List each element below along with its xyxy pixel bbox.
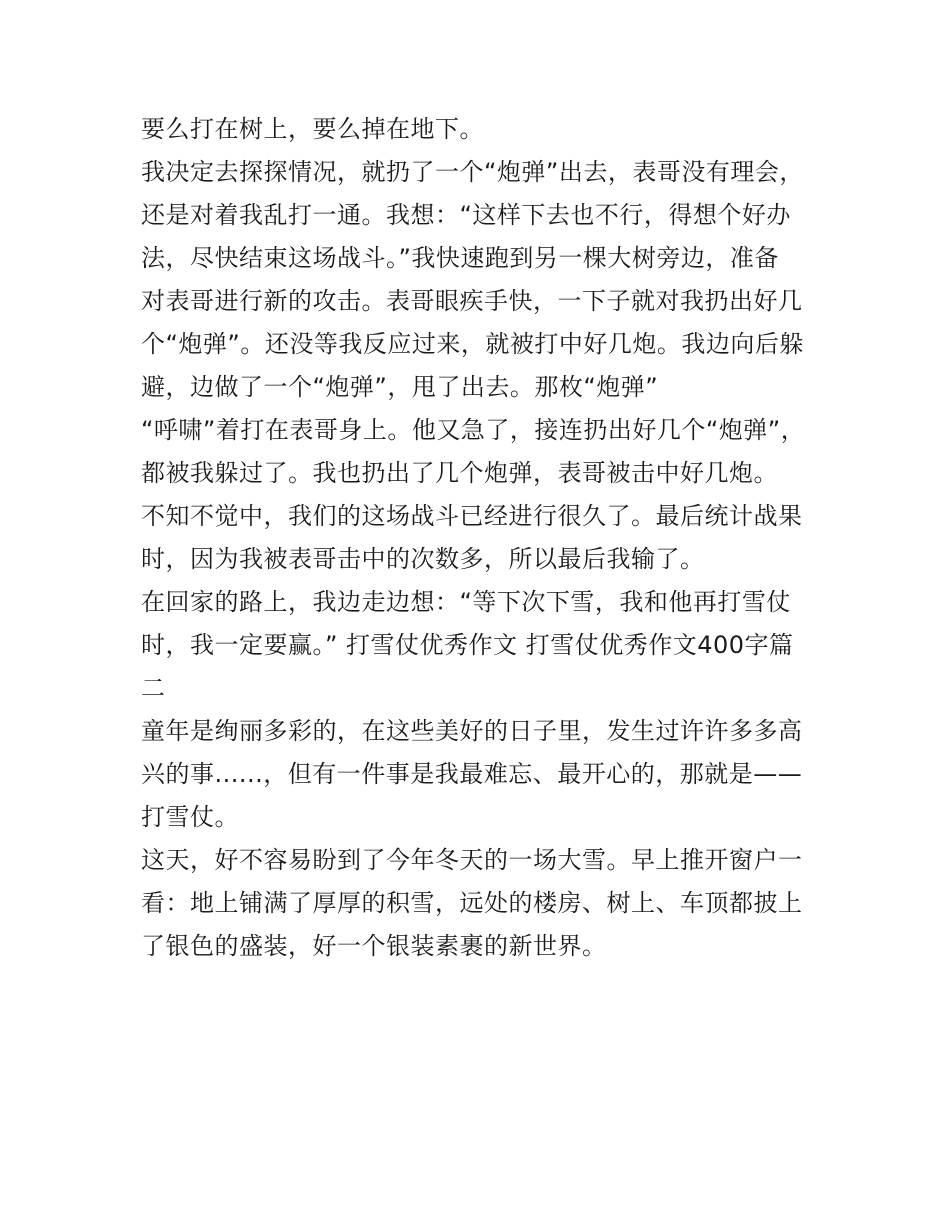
text-line: 二 [141,674,166,702]
text-line: 对表哥进行新的攻击。表哥眼疾手快，一下子就对我扔出好几 [141,287,803,315]
text-line: 都被我躲过了。我也扔出了几个炮弹，表哥被击中好几炮。 [141,459,778,487]
text-line: 了银色的盛装，好一个银装素裹的新世界。 [141,932,607,960]
text-line: 打雪仗。 [141,803,239,831]
text-line: 看：地上铺满了厚厚的积雪，远处的楼房、树上、车顶都披上 [141,889,803,917]
text-line: 童年是绚丽多彩的，在这些美好的日子里，发生过许许多多高 [141,717,803,745]
text-line: 不知不觉中，我们的这场战斗已经进行很久了。最后统计战果 [141,502,803,530]
text-line: 避，边做了一个“炮弹”，甩了出去。那枚“炮弹” [141,373,659,401]
text-line: 兴的事......，但有一件事是我最难忘、最开心的，那就是—— [141,760,803,788]
text-line: 个“炮弹”。还没等我反应过来，就被打中好几炮。我边向后躲 [141,330,804,358]
text-line: 我决定去探探情况，就扔了一个“炮弹”出去，表哥没有理会， [141,158,804,186]
text-line: 在回家的路上，我边走边想：“等下次下雪，我和他再打雪仗 [141,588,791,616]
text-line: 这天，好不容易盼到了今年冬天的一场大雪。早上推开窗户一 [141,846,803,874]
text-line: 时，我一定要赢。” 打雪仗优秀作文 打雪仗优秀作文400字篇 [141,631,794,659]
body-text [141,108,821,968]
text-line: 要么打在树上，要么掉在地下。 [141,115,484,143]
text-line: 还是对着我乱打一通。我想：“这样下去也不行，得想个好办 [141,201,791,229]
text-line: 法，尽快结束这场战斗。”我快速跑到另一棵大树旁边，准备 [141,244,779,272]
text-line: 时，因为我被表哥击中的次数多，所以最后我输了。 [141,545,705,573]
text-line: “呼啸”着打在表哥身上。他又急了，接连扔出好几个“炮弹”， [141,416,806,444]
